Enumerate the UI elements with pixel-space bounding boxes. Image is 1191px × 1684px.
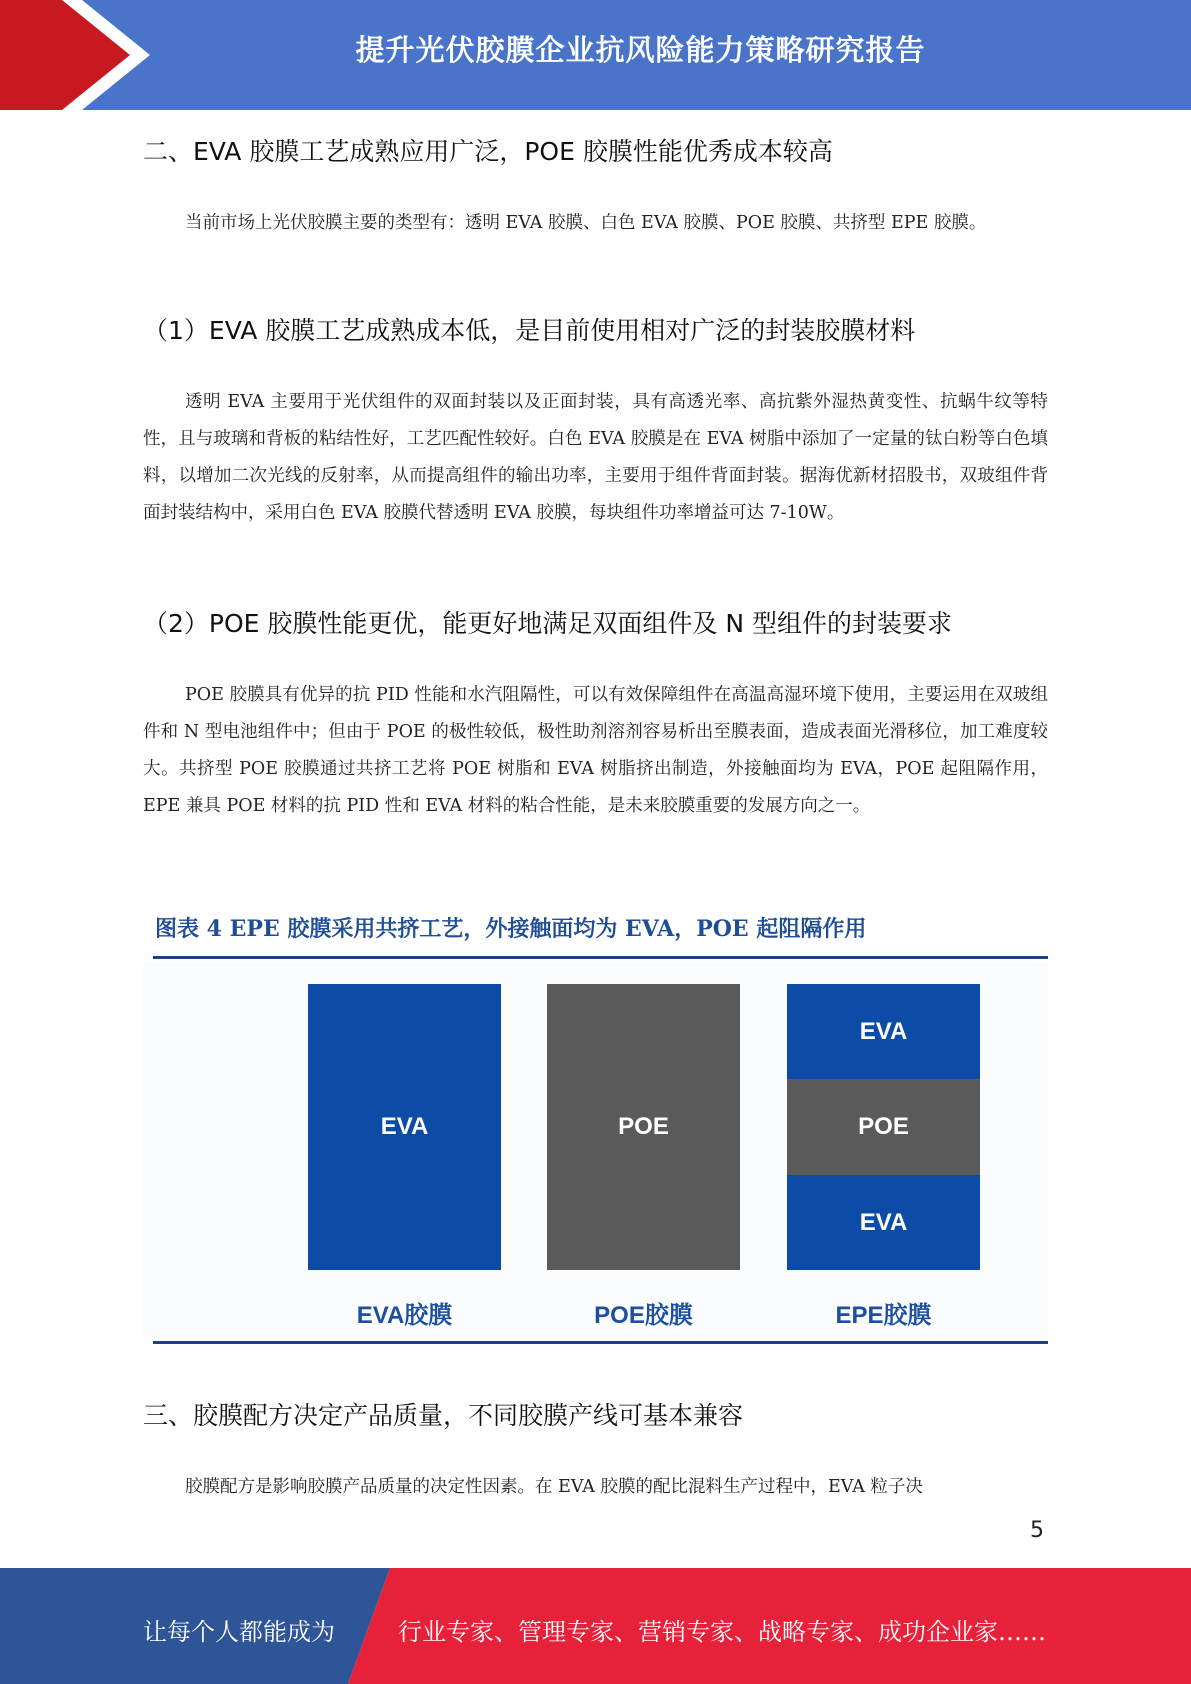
epe-top-eva-layer: EVA <box>787 984 980 1079</box>
figure-top-rule <box>153 956 1048 959</box>
epe-film-label: EPE胶膜 <box>835 1302 932 1329</box>
eva-film-block: EVA <box>308 984 501 1270</box>
subsection-heading: （2）POE 胶膜性能更优，能更好地满足双面组件及 N 型组件的封装要求 <box>143 609 952 638</box>
report-title: 提升光伏胶膜企业抗风险能力策略研究报告 <box>355 33 926 67</box>
figure-caption: 图表 4 EPE 胶膜采用共挤工艺，外接触面均为 EVA，POE 起阻隔作用 <box>155 916 867 942</box>
poe-film-label: POE胶膜 <box>594 1302 693 1329</box>
epe-bottom-eva-layer: EVA <box>787 1175 980 1270</box>
paragraph: POE 胶膜具有优异的抗 PID 性能和水汽阻隔性，可以有效保障组件在高温高湿环境下使用，主要运用在双玻组件和 N 型电池组件中；但由于 POE 的极性较低，极性助剂溶剂容易析出至膜表面，造成表面光滑移位，加工难度较大。共挤型 POE 胶膜通过共挤工艺将 POE 树脂和 EVA 树脂挤出制造，外接触面均为 EVA，POE 起阻隔作用，EPE 兼具 POE 材料的抗 PID 性和 EVA 材料的粘合性能，是未来胶膜重要的发展方向之一。 <box>143 685 1048 816</box>
figure-bottom-rule <box>153 1341 1048 1344</box>
section-heading: 三、胶膜配方决定产品质量，不同胶膜产线可基本兼容 <box>143 1401 744 1430</box>
epe-middle-poe-layer: POE <box>787 1079 980 1175</box>
page-number: 5 <box>1030 1518 1044 1543</box>
footer-slogan-left: 让每个人都能成为 <box>143 1618 335 1646</box>
section-heading: 二、EVA 胶膜工艺成熟应用广泛，POE 胶膜性能优秀成本较高 <box>143 137 833 166</box>
page-header <box>0 0 1191 110</box>
paragraph: 当前市场上光伏胶膜主要的类型有：透明 EVA 胶膜、白色 EVA 胶膜、POE 胶膜、共挤型 EPE 胶膜。 <box>185 213 987 233</box>
footer-slogan-right: 行业专家、管理专家、营销专家、战略专家、成功企业家…… <box>398 1618 1046 1646</box>
poe-film-block: POE <box>547 984 740 1270</box>
paragraph: 透明 EVA 主要用于光伏组件的双面封装以及正面封装，具有高透光率、高抗紫外湿热黄变性、抗蜗牛纹等特性，且与玻璃和背板的粘结性好，工艺匹配性较好。白色 EVA 胶膜是在 EVA 树脂中添加了一定量的钛白粉等白色填料，以增加二次光线的反射率，从而提高组件的输出功率，主要用于组件背面封装。据海优新材招股书，双玻组件背面封装结构中，采用白色 EVA 胶膜代替透明 EVA 胶膜，每块组件功率增益可达 7-10W。 <box>143 392 1048 523</box>
subsection-heading: （1）EVA 胶膜工艺成熟成本低，是目前使用相对广泛的封装胶膜材料 <box>143 316 916 345</box>
paragraph: 胶膜配方是影响胶膜产品质量的决定性因素。在 EVA 胶膜的配比混料生产过程中，EVA 粒子决 <box>185 1477 923 1497</box>
eva-film-label: EVA胶膜 <box>356 1302 453 1329</box>
